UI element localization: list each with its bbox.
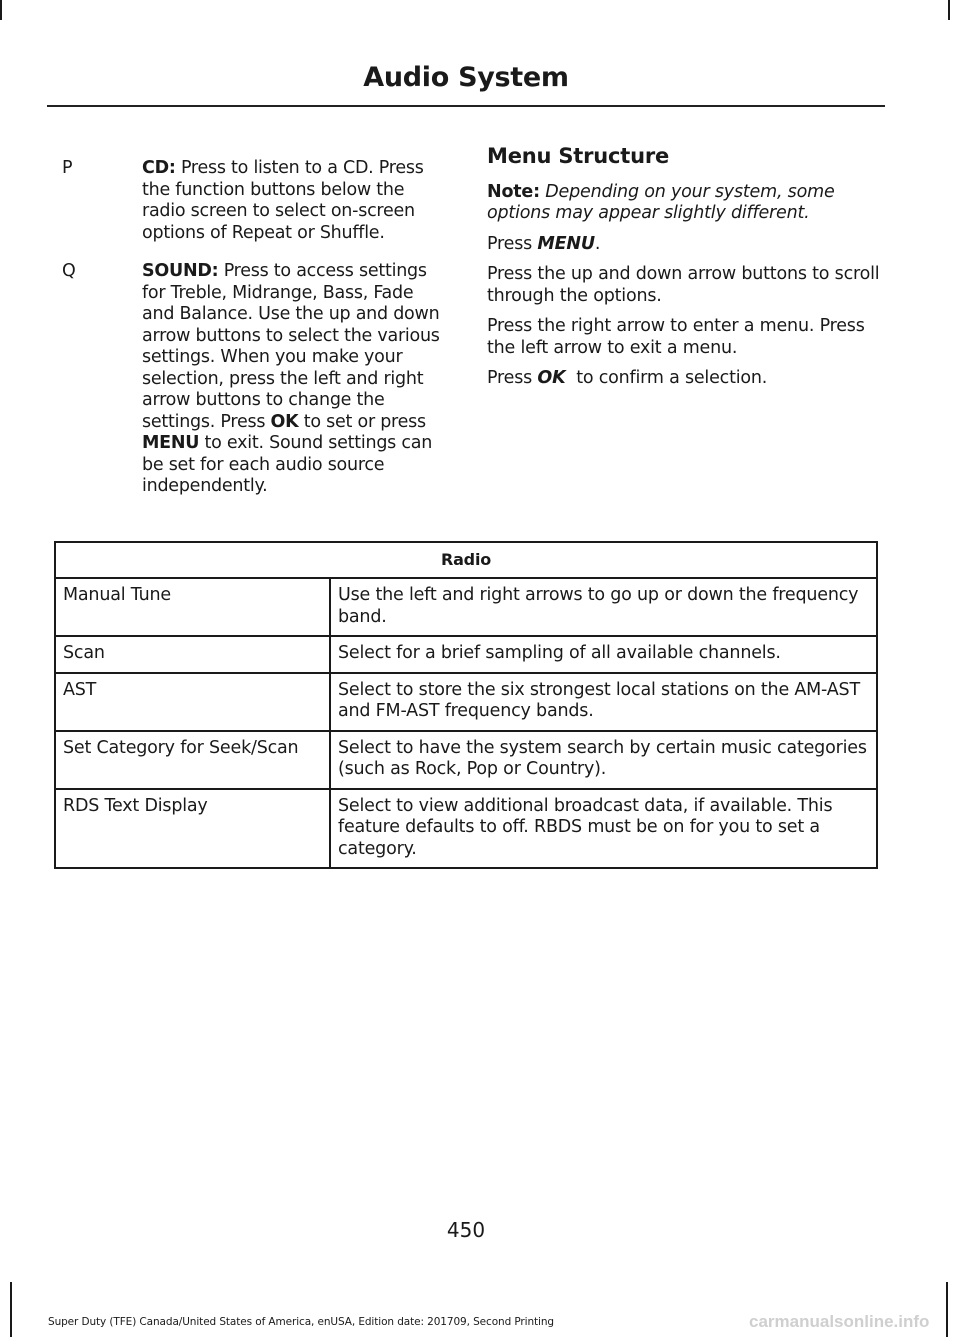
- description-cell: Use the left and right arrows to go up or down the frequency band.: [330, 578, 877, 636]
- table-header-row: [55, 542, 877, 578]
- note-label: Note:: [487, 181, 540, 202]
- list-item: [62, 158, 447, 244]
- instruction-scroll: Press the up and down arrow buttons to scroll through the options.: [487, 264, 880, 306]
- ok-key: OK: [270, 411, 299, 432]
- footer-text: Super Duty (TFE) Canada/United States of America, enUSA, Edition date: 201709, Second Printing: [48, 1316, 554, 1328]
- list-item: [62, 261, 447, 498]
- description-cell: Select for a brief sampling of all available channels.: [330, 636, 877, 673]
- option-cell: RDS Text Display: [55, 789, 330, 869]
- description-cell: Select to have the system search by certain music categories (such as Rock, Pop or Country).: [330, 731, 877, 789]
- table-row: [55, 578, 877, 636]
- item-letter: Q: [62, 261, 76, 281]
- description-cell: Select to store the six strongest local stations on the AM-AST and FM-AST frequency bands.: [330, 673, 877, 731]
- control-descriptions: [62, 158, 447, 515]
- crop-mark: [0, 0, 2, 20]
- option-cell: Manual Tune: [55, 578, 330, 636]
- item-label: CD:: [142, 158, 176, 178]
- description-cell: Select to view additional broadcast data, if available. This feature defaults to off. RBDS must be on for you to set a category.: [330, 789, 877, 869]
- instruction-confirm: [487, 368, 887, 390]
- item-letter: P: [62, 158, 73, 178]
- option-cell: Scan: [55, 636, 330, 673]
- item-text: Press to listen to a CD. Press the function buttons below the radio screen to select on-screen options of Repeat or Shuffle.: [142, 158, 424, 243]
- table-row: [55, 636, 877, 673]
- table-row: [55, 673, 877, 731]
- menu-structure-section: [487, 146, 887, 399]
- item-description: [142, 158, 442, 244]
- menu-key: MENU: [537, 233, 595, 254]
- crop-mark: [948, 0, 950, 20]
- ok-key: OK: [537, 368, 566, 388]
- note: [487, 182, 887, 225]
- watermark: carmanualsonline.info: [749, 1312, 930, 1331]
- page-number: 450: [446, 1218, 486, 1242]
- item-label: SOUND:: [142, 261, 219, 281]
- item-text: Press to access settings for Treble, Midrange, Bass, Fade and Balance. Use the up and down arrow buttons to select the various settings. When you make your selection, press the left and right arrow buttons to change the settings. Press: [142, 261, 440, 432]
- note-text: Depending on your system, some options may appear slightly different.: [487, 181, 835, 223]
- menu-key: MENU: [142, 433, 200, 453]
- instruction-text: Press: [487, 233, 538, 254]
- instruction-press-menu: [487, 234, 887, 256]
- table-row: [55, 731, 877, 789]
- crop-mark: [946, 1282, 948, 1337]
- header-divider: [47, 105, 885, 107]
- crop-mark: [10, 1282, 12, 1337]
- table-row: [55, 789, 877, 869]
- page-title: Audio System: [363, 62, 569, 93]
- table-title: Radio: [55, 542, 877, 578]
- item-text: to set or press: [298, 411, 426, 432]
- instruction-text: to confirm a selection.: [565, 368, 768, 388]
- instruction-text: .: [594, 233, 601, 254]
- radio-menu-table: [54, 541, 878, 869]
- item-description: [142, 261, 442, 498]
- instruction-text: Press: [487, 368, 538, 388]
- option-cell: AST: [55, 673, 330, 731]
- section-heading: Menu Structure: [487, 144, 670, 168]
- option-cell: Set Category for Seek/Scan: [55, 731, 330, 789]
- instruction-enter-exit: Press the right arrow to enter a menu. Press the left arrow to exit a menu.: [487, 316, 865, 358]
- item-text: to exit. Sound settings can be set for each audio source independently.: [142, 433, 433, 496]
